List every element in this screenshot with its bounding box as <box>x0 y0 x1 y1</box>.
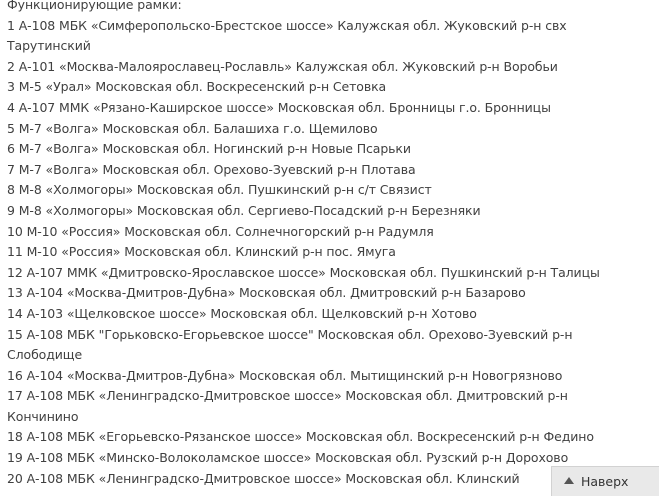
list-item: 15 А-108 МБК "Горьковско-Егорьевское шоссе" Московская обл. Орехово-Зуевский р-н <box>7 326 573 342</box>
list-heading: Функционирующие рамки: <box>7 0 182 12</box>
list-item: 12 А-107 ММК «Дмитровско-Ярославское шоссе» Московская обл. Пушкинский р-н Талицы <box>7 264 600 280</box>
list-item: Слободище <box>7 347 83 363</box>
list-item: 14 А-103 «Щелковское шоссе» Московская обл. Щелковский р-н Хотово <box>7 305 477 321</box>
list-item: 20 А-108 МБК «Ленинградско-Дмитровское шоссе» Московская обл. Клинский <box>7 470 520 486</box>
back-to-top-label: Наверх <box>581 474 629 489</box>
arrow-up-icon <box>564 477 574 484</box>
list-item: 17 А-108 МБК «Ленинградско-Дмитровское шоссе» Московская обл. Дмитровский р-н <box>7 388 568 404</box>
list-item: 10 М-10 «Россия» Московская обл. Солнечногорский р-н Радумля <box>7 223 434 239</box>
list-item: 1 А-108 МБК «Симферопольско-Брестское шоссе» Калужская обл. Жуковский р-н свх <box>7 17 567 33</box>
list-item: Кончинино <box>7 408 79 424</box>
list-item: 18 А-108 МБК «Егорьевско-Рязанское шоссе» Московская обл. Воскресенский р-н Федино <box>7 429 594 445</box>
frames-list <box>7 0 659 489</box>
list-item: 6 М-7 «Волга» Московская обл. Ногинский р-н Новые Псарьки <box>7 141 411 157</box>
list-item: 5 М-7 «Волга» Московская обл. Балашиха г.о. Щемилово <box>7 120 378 136</box>
list-item: 7 М-7 «Волга» Московская обл. Орехово-Зуевский р-н Плотава <box>7 161 416 177</box>
list-item: 4 А-107 ММК «Рязано-Каширское шоссе» Московская обл. Бронницы г.о. Бронницы <box>7 99 551 115</box>
list-item: 19 А-108 МБК «Минско-Волоколамское шоссе» Московская обл. Рузский р-н Дорохово <box>7 450 569 466</box>
list-item: 9 М-8 «Холмогоры» Московская обл. Сергиево-Посадский р-н Березняки <box>7 202 481 218</box>
list-item: Тарутинский <box>7 38 91 54</box>
list-item: 13 А-104 «Москва-Дмитров-Дубна» Московская обл. Дмитровский р-н Базарово <box>7 285 526 301</box>
list-item: 16 А-104 «Москва-Дмитров-Дубна» Московская обл. Мытищинский р-н Новогрязново <box>7 367 563 383</box>
back-to-top-button[interactable] <box>551 466 659 496</box>
list-item: 8 М-8 «Холмогоры» Московская обл. Пушкинский р-н с/т Связист <box>7 182 432 198</box>
list-item: 3 М-5 «Урал» Московская обл. Воскресенский р-н Сетовка <box>7 79 387 95</box>
list-item: 11 М-10 «Россия» Московская обл. Клинский р-н пос. Ямуга <box>7 244 396 260</box>
list-item: 2 А-101 «Москва-Малоярославец-Рославль» Калужская обл. Жуковский р-н Воробьи <box>7 58 558 74</box>
